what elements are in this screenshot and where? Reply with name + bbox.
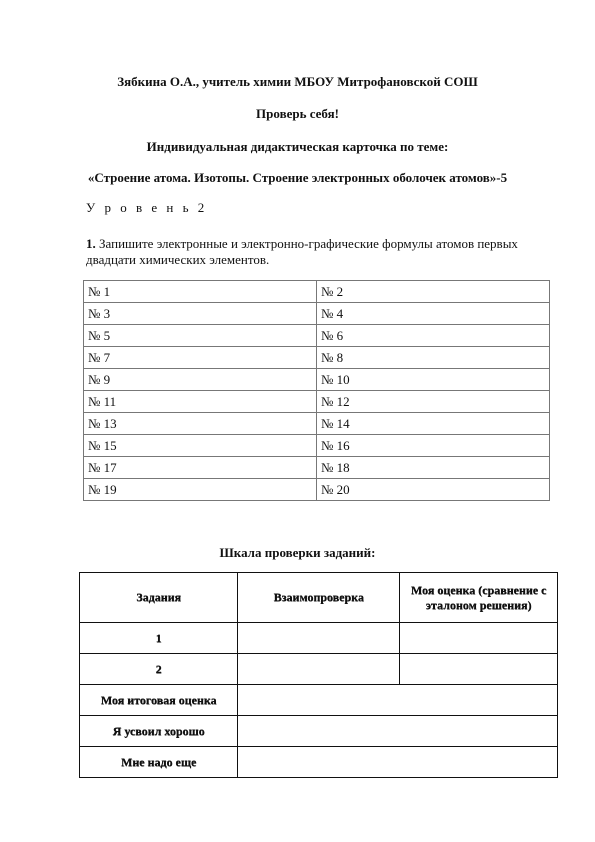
task-label: 1 — [80, 623, 238, 654]
table-row — [80, 747, 558, 778]
scale-title: Шкала проверки заданий: — [219, 545, 376, 560]
table-row — [84, 281, 550, 303]
header-peer-check: Взаимопроверка — [238, 573, 400, 623]
summary-label: Мне надо еще — [80, 747, 238, 778]
need-more-cell[interactable] — [238, 747, 558, 778]
page-title: Проверь себя! — [256, 106, 339, 121]
table-cell[interactable]: № 19 — [84, 479, 317, 501]
table-cell[interactable]: № 3 — [84, 303, 317, 325]
task-label: 2 — [80, 654, 238, 685]
header-tasks: Задания — [80, 573, 238, 623]
header-my-grade: Моя оценка (сравнение с эталоном решения) — [400, 573, 558, 623]
task-text: Запишите электронные и электронно-графические формулы атомов первых двадцати химических элементов. — [86, 236, 518, 267]
table-row — [84, 479, 550, 501]
final-grade-cell[interactable] — [238, 685, 558, 716]
table-cell[interactable]: № 12 — [317, 391, 550, 413]
table-cell[interactable]: № 7 — [84, 347, 317, 369]
author-line: Зябкина О.А., учитель химии МБОУ Митрофановской СОШ — [117, 74, 478, 89]
my-grade-cell[interactable] — [400, 623, 558, 654]
table-cell[interactable]: № 11 — [84, 391, 317, 413]
table-row — [84, 303, 550, 325]
table-cell[interactable]: № 14 — [317, 413, 550, 435]
table-cell[interactable]: № 8 — [317, 347, 550, 369]
scale-header-row — [80, 573, 558, 623]
table-cell[interactable]: № 9 — [84, 369, 317, 391]
task-number: 1. — [86, 236, 96, 251]
table-cell[interactable]: № 2 — [317, 281, 550, 303]
table-cell[interactable]: № 18 — [317, 457, 550, 479]
table-row — [80, 654, 558, 685]
table-row — [84, 413, 550, 435]
table-cell[interactable]: № 16 — [317, 435, 550, 457]
table-row — [80, 623, 558, 654]
task-1 — [86, 236, 556, 268]
table-row — [84, 391, 550, 413]
level-label: У р о в е н ь 2 — [86, 200, 208, 215]
scale-table — [79, 572, 558, 778]
summary-label: Я усвоил хорошо — [80, 716, 238, 747]
table-cell[interactable]: № 4 — [317, 303, 550, 325]
summary-label: Моя итоговая оценка — [80, 685, 238, 716]
table-cell[interactable]: № 17 — [84, 457, 317, 479]
table-row — [84, 347, 550, 369]
card-subtitle: Индивидуальная дидактическая карточка по теме: — [146, 139, 449, 154]
table-row — [84, 325, 550, 347]
table-row — [84, 435, 550, 457]
table-row — [84, 457, 550, 479]
table-cell[interactable]: № 6 — [317, 325, 550, 347]
table-row — [80, 685, 558, 716]
table-row — [84, 369, 550, 391]
peer-check-cell[interactable] — [238, 654, 400, 685]
table-cell[interactable]: № 5 — [84, 325, 317, 347]
topic-line: «Строение атома. Изотопы. Строение электронных оболочек атомов»-5 — [87, 170, 508, 185]
table-cell[interactable]: № 13 — [84, 413, 317, 435]
peer-check-cell[interactable] — [238, 623, 400, 654]
table-cell[interactable]: № 10 — [317, 369, 550, 391]
table-cell[interactable]: № 15 — [84, 435, 317, 457]
table-row — [80, 716, 558, 747]
my-grade-cell[interactable] — [400, 654, 558, 685]
elements-table — [83, 280, 550, 501]
table-cell[interactable]: № 20 — [317, 479, 550, 501]
learned-well-cell[interactable] — [238, 716, 558, 747]
table-cell[interactable]: № 1 — [84, 281, 317, 303]
